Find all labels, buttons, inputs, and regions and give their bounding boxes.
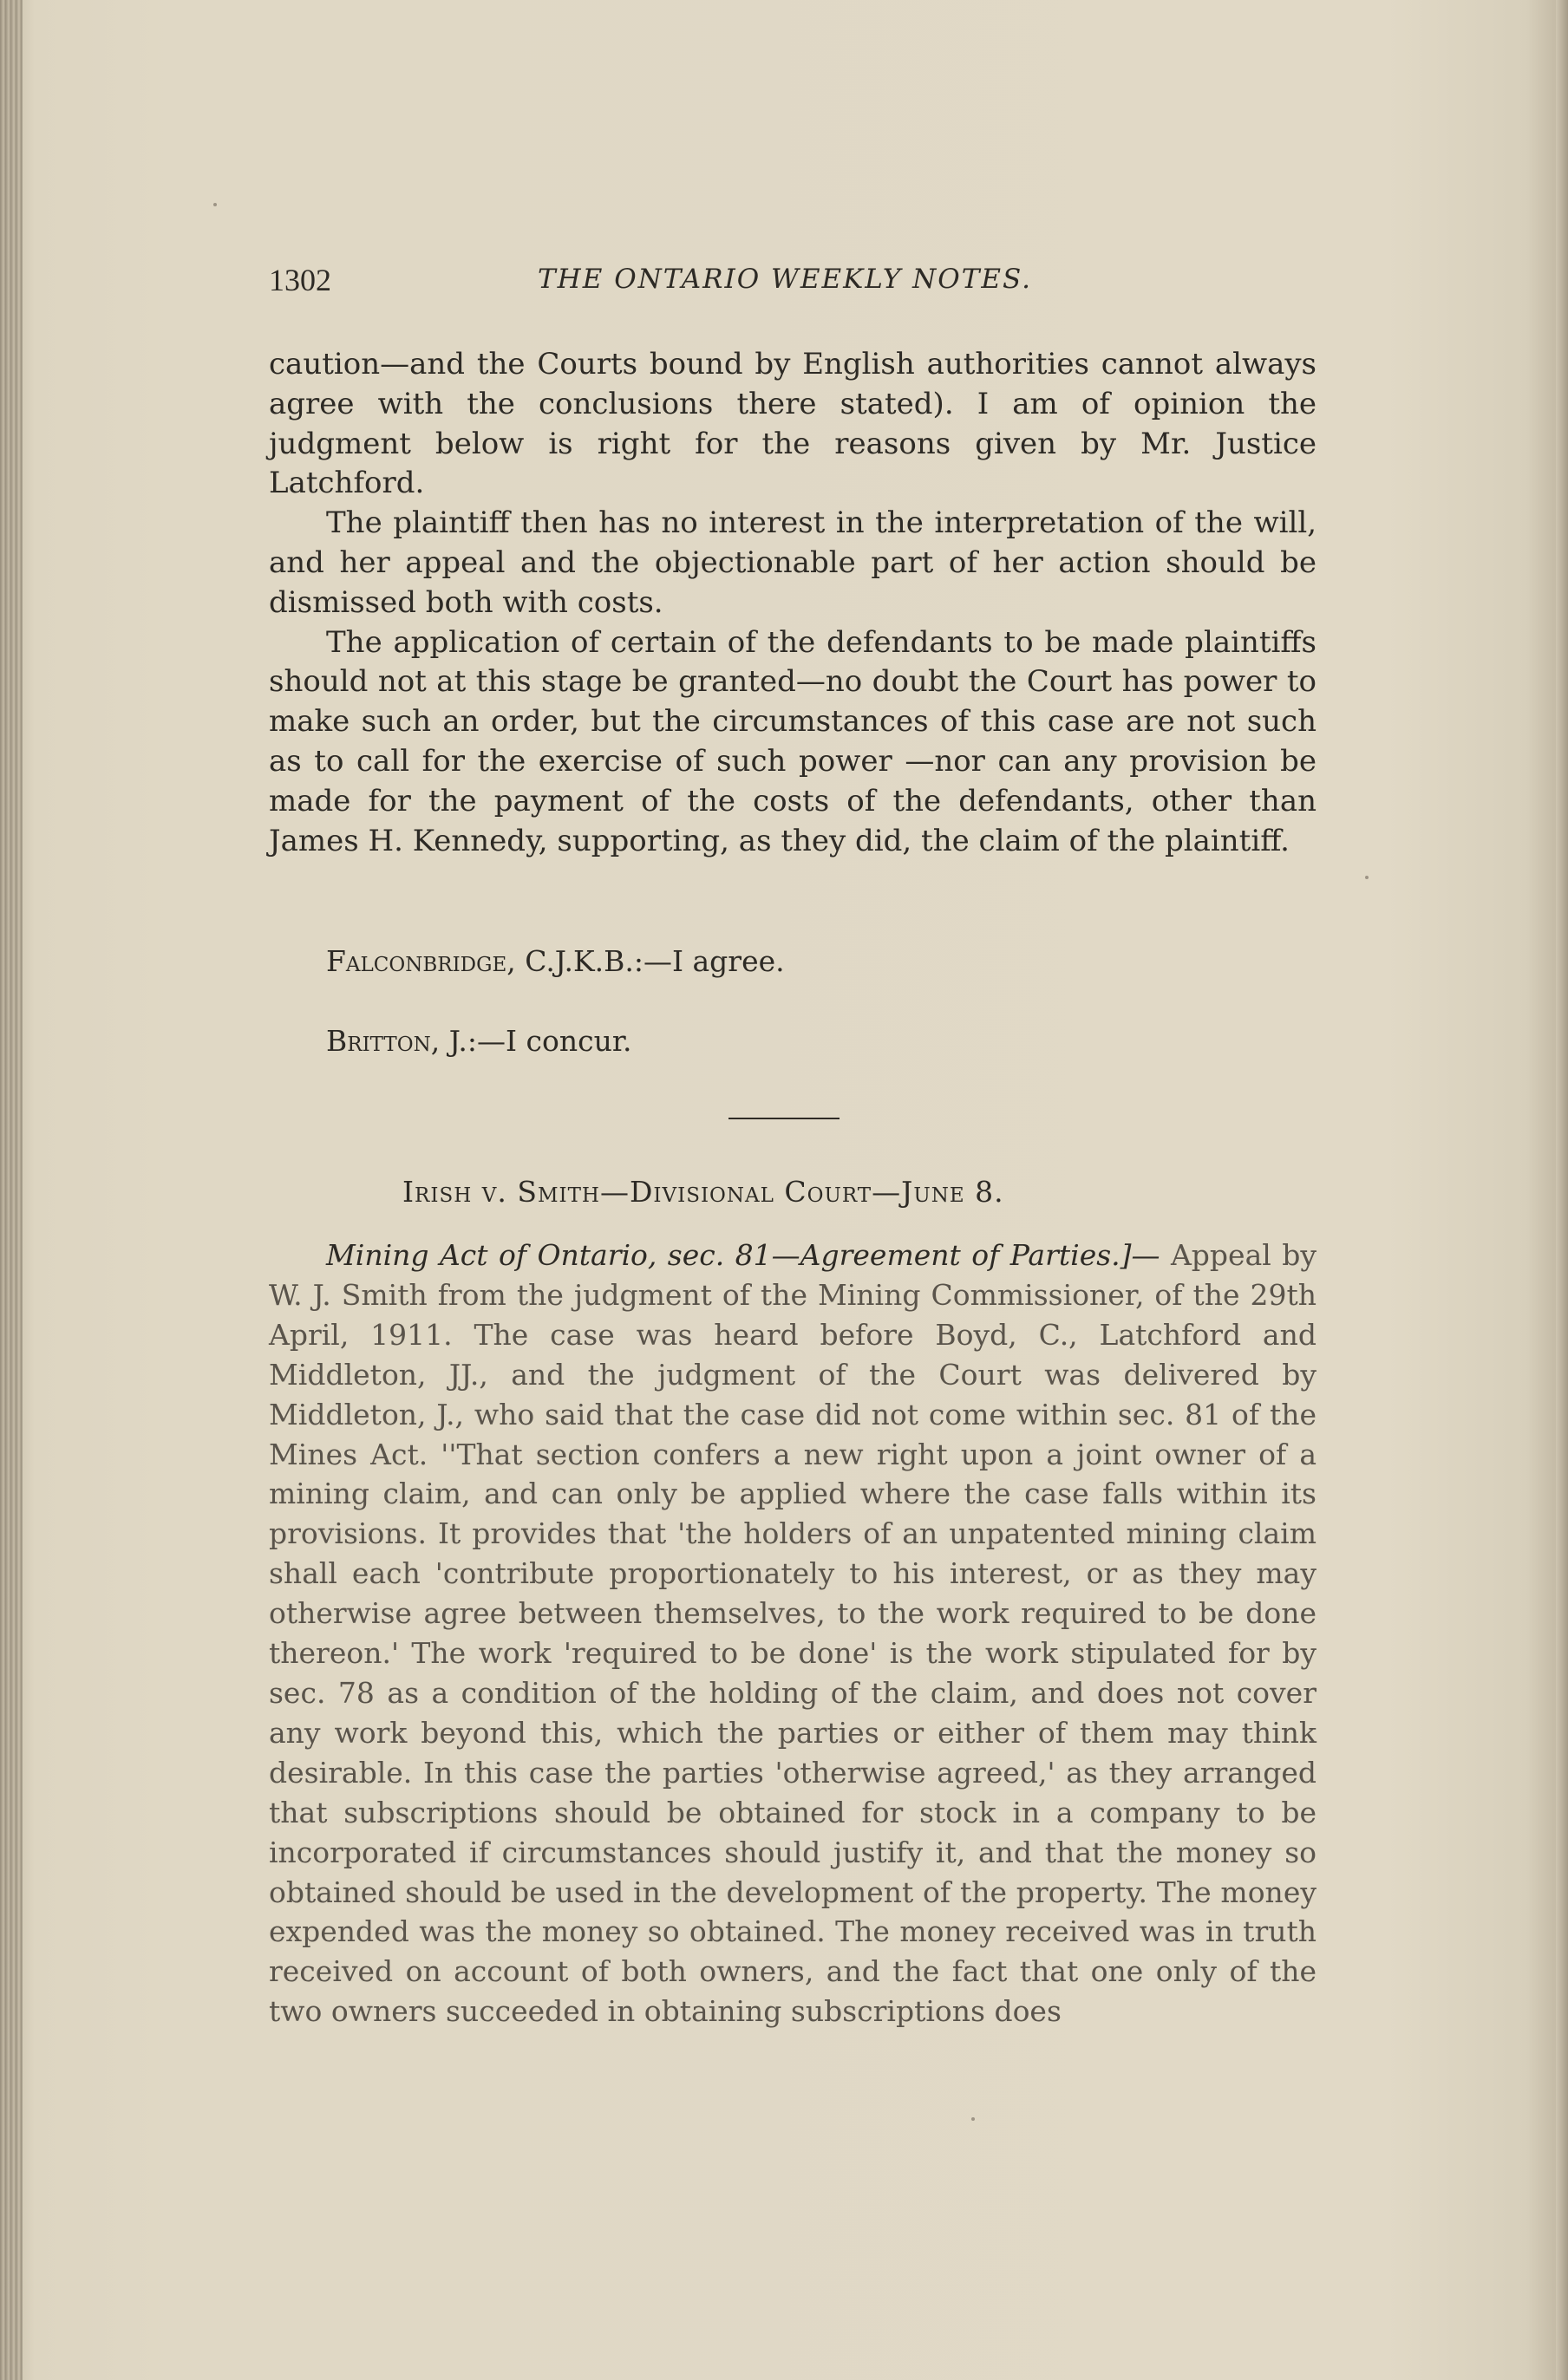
judge-remark: :—I agree. bbox=[633, 944, 785, 978]
running-head: THE ONTARIO WEEKLY NOTES. bbox=[538, 264, 1032, 295]
opinion-paragraph: The plaintiff then has no interest in the interpretation of the will, and her appeal and the objectionable part of her action should be dismissed both with costs. bbox=[269, 505, 1316, 620]
page-speck bbox=[971, 2117, 975, 2121]
judge-remark: :—I concur. bbox=[467, 1024, 632, 1058]
case-summary bbox=[269, 1236, 1316, 2031]
case-summary-paragraph bbox=[269, 1236, 1316, 2031]
opinion-text bbox=[269, 345, 1316, 861]
case-summary-subject: Mining Act of Ontario, sec. 81—Agreement of Parties.]— bbox=[326, 1238, 1160, 1272]
section-divider bbox=[728, 1118, 840, 1119]
page-speck bbox=[1365, 876, 1369, 879]
page-speck bbox=[213, 203, 217, 206]
judge-name: Falconbridge, C.J.K.B. bbox=[326, 944, 634, 978]
concurrence-line bbox=[326, 1024, 632, 1058]
judge-name: Britton, J. bbox=[326, 1024, 467, 1058]
opinion-paragraph: The application of certain of the defendants to be made plaintiffs should not at this stage be granted—no doubt the Court has power to make such an order, but the circumstances of this case are not such as to call for the exercise of such power —nor can any provision be made for the payment of the costs of the defendants, other than James H. Kennedy, supporting, as they did, the claim of the plaintiff. bbox=[269, 624, 1316, 858]
page-right-edge bbox=[1556, 0, 1568, 2380]
page-binding-edge bbox=[0, 0, 23, 2380]
case-summary-body: Appeal by W. J. Smith from the judgment of the Mining Commissioner, of the 29th April, 1911. The case was heard before Boyd, C., Latchford and Middleton, JJ., and the judgment of the Court was delivered by Middleton, J., who said that the case did not come within sec. 81 of the Mines Act. ''That section confers a new right upon a joint owner of a mining claim, and can only be applied where the case falls within its provisions. It provides that 'the holders of an unpatented mining claim shall each 'contribute proportionately to his interest, or as they may otherwise agree between themselves, to the work required to be done thereon.' The work 'required to be done' is the work stipulated for by sec. 78 as a condition of the holding of the claim, and does not cover any work beyond this, which the parties or either of them may think desirable. In this case the parties 'otherwise agreed,' as they arranged that subscriptions should be obtained for stock in a company to be incorporated if circumstances should justify it, and that the money so obtained should be used in the development of the property. The money expended was the money so obtained. The money received was in truth received on account of both owners, and the fact that one only of the two owners succeeded in obtaining subscriptions does bbox=[269, 1238, 1316, 2029]
concurrence-line bbox=[326, 944, 785, 978]
page-header bbox=[269, 262, 1320, 300]
case-heading: Irish v. Smith—Divisional Court—June 8. bbox=[402, 1175, 1004, 1209]
page-number: 1302 bbox=[269, 263, 331, 297]
opinion-paragraph: caution—and the Courts bound by English authorities cannot always agree with the conclusions there stated). I am of opinion the judgment below is right for the reasons given by Mr. Justice Latchford. bbox=[269, 347, 1316, 501]
